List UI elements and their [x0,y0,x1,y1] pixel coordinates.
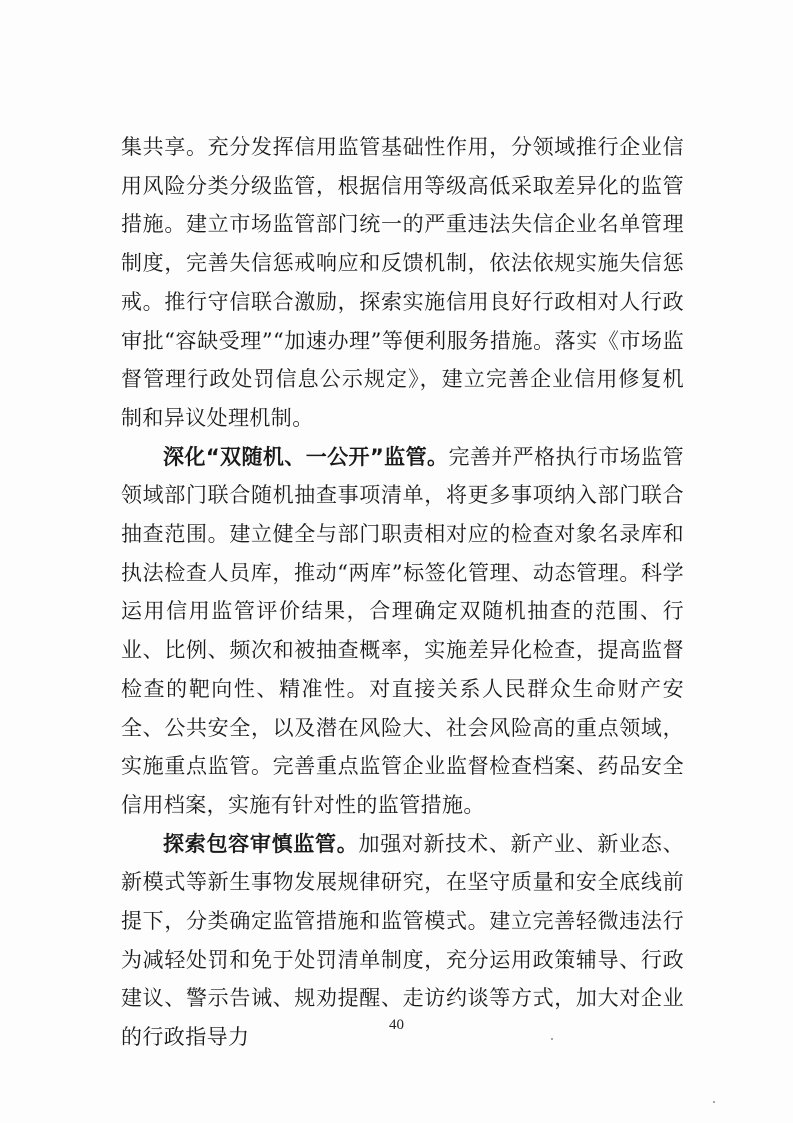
paragraph-credit-regulation [121,128,684,438]
paragraph-text: 完善并严格执行市场监管领域部门联合随机抽查事项清单，将更多事项纳入部门联合抽查范围。建立健全与部门职责相对应的检查对象名录库和执法检查人员库，推动“两库”标签化管理、动态管理。科学运用信用监管评价结果，合理确定双随机抽查的范围、行业、比例、频次和被抽查概率，实施差异化检查，提高监督检查的靶向性、精准性。对直接关系人民群众生命财产安全、公共安全，以及潜在风险大、社会风险高的重点领域，实施重点监管。完善重点监管企业监督检查档案、药品安全信用档案，实施有针对性的监管措施。 [121,444,684,817]
paragraph-text: 集共享。充分发挥信用监管基础性作用，分领域推行企业信用风险分类分级监管，根据信用等级高低采取差异化的监管措施。建立市场监管部门统一的严重违法失信企业名单管理制度，完善失信惩戒响应和反馈机制，依法依规实施失信惩戒。推行守信联合激励，探索实施信用良好行政相对人行政审批“容缺受理”“加速办理”等便利服务措施。落实《市场监督管理行政处罚信息公示规定》，建立完善企业信用修复机制和异议处理机制。 [121,135,684,430]
paragraph-lead-heading: 探索包容审慎监管。 [163,831,359,856]
page-number: 40 [389,1017,404,1033]
paragraph-lead-heading: 深化“双随机、一公开”监管。 [163,444,449,469]
scan-speck [551,1038,553,1040]
body-text [121,128,684,1057]
scan-speck [713,1101,715,1103]
paragraph-text: 加强对新技术、新产业、新业态、新模式等新生事物发展规律研究，在坚守质量和安全底线前提下，分类确定监管措施和监管模式。建立完善轻微违法行为减轻处罚和免于处罚清单制度，充分运用政策辅导、行政建议、警示告诫、规劝提醒、走访约谈等方式，加大对企业的行政指导力 [121,831,684,1050]
paragraph-double-random [121,438,684,825]
